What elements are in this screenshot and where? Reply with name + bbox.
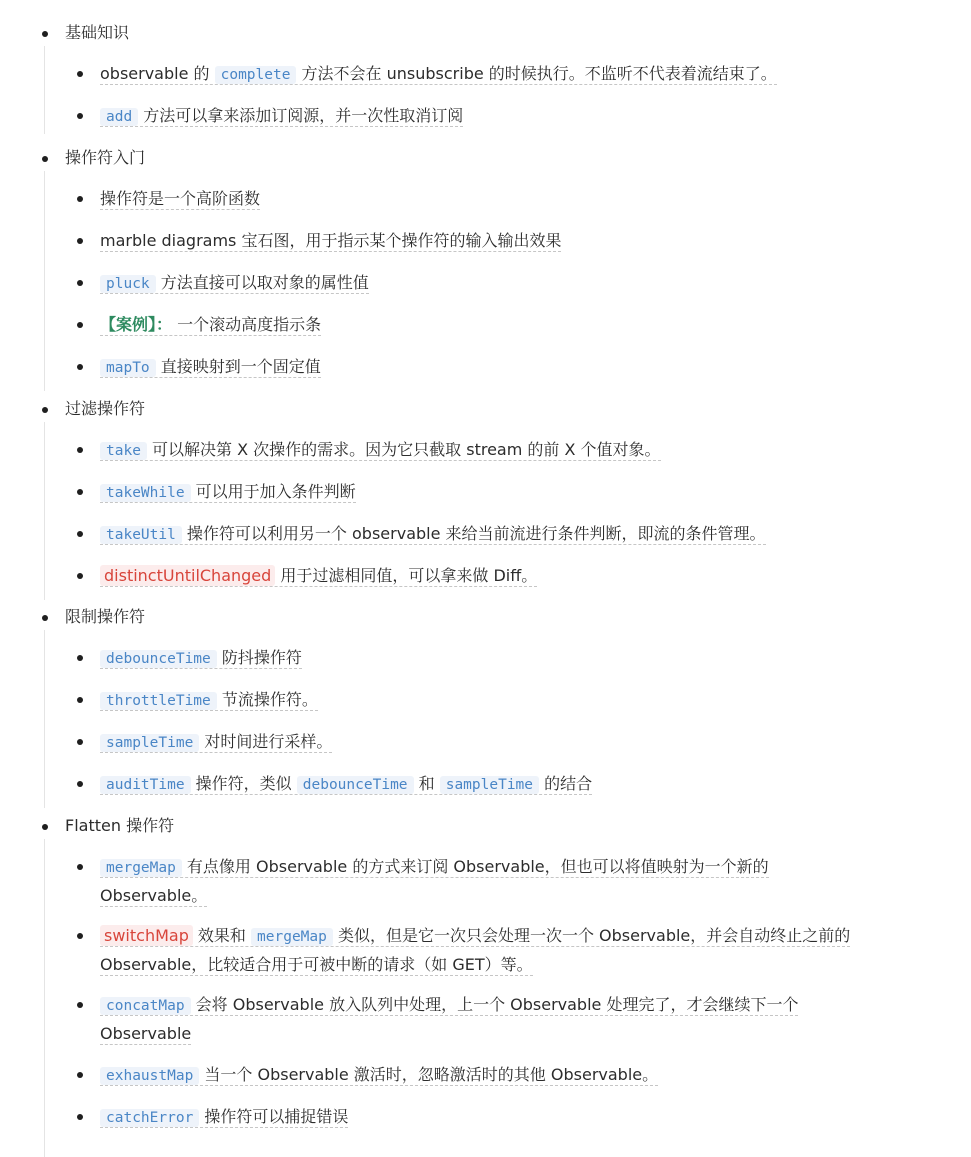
- inline-code: throttleTime: [100, 692, 217, 710]
- item-text[interactable]: [100, 311, 860, 339]
- item-text-segment: 会将 Observable 放入队列中处理，上一个 Observable 处理完了，才会继续下一个 Observable: [100, 995, 799, 1043]
- bullet-icon: [77, 781, 83, 787]
- item-text[interactable]: [100, 185, 860, 213]
- item-text[interactable]: [100, 853, 860, 910]
- item-underline: [100, 995, 798, 1045]
- bullet-icon: [77, 364, 83, 370]
- bullet-icon: [77, 739, 83, 745]
- item-text-segment: 的结合: [539, 774, 593, 793]
- bullet-icon: [77, 71, 83, 77]
- inline-code: takeWhile: [100, 484, 191, 502]
- case-label: 【案例】：: [100, 315, 173, 334]
- section-title[interactable]: 限制操作符: [65, 607, 146, 626]
- item-text-segment: 和: [413, 774, 440, 793]
- item-text-segment: 有点像用 Observable 的方式来订阅 Observable，但也可以将值映射为一个新的 Observable。: [100, 857, 769, 905]
- bullet-icon: [77, 280, 83, 286]
- item-underline: [100, 732, 332, 753]
- section-title[interactable]: 基础知识: [65, 23, 130, 42]
- inline-code: pluck: [100, 275, 156, 293]
- bullet-icon: [77, 697, 83, 703]
- item-underline: [100, 648, 302, 669]
- item-text[interactable]: [100, 922, 860, 979]
- item-text-segment: 直接映射到一个固定值: [155, 357, 321, 376]
- item-text[interactable]: [100, 520, 860, 549]
- item-text[interactable]: [100, 728, 860, 757]
- item-text[interactable]: [100, 1061, 860, 1090]
- bullet-icon: [77, 933, 83, 939]
- section-rail: [44, 839, 45, 1157]
- item-text-segment: 方法直接可以取对象的属性值: [155, 273, 369, 292]
- item-text-segment: 防抖操作符: [216, 648, 302, 667]
- bullet-icon: [77, 1002, 83, 1008]
- bullet-icon: [77, 655, 83, 661]
- highlight-term: distinctUntilChanged: [100, 565, 275, 586]
- item-text-segment: 可以解决第 X 次操作的需求。因为它只截取 stream 的前 X 个值对象。: [146, 440, 661, 459]
- item-text[interactable]: [100, 562, 860, 590]
- bullet-icon: [42, 615, 48, 621]
- item-text-segment: 一个滚动高度指示条: [172, 315, 322, 334]
- item-text-segment: 操作符是一个高阶函数: [100, 189, 261, 208]
- item-underline: [100, 189, 260, 210]
- bullet-icon: [77, 1114, 83, 1120]
- section-title[interactable]: Flatten 操作符: [65, 816, 175, 835]
- item-text[interactable]: [100, 1103, 860, 1132]
- bullet-icon: [77, 573, 83, 579]
- item-text[interactable]: [100, 60, 860, 89]
- item-underline: [100, 524, 766, 545]
- item-text[interactable]: [100, 478, 860, 507]
- inline-code: debounceTime: [297, 776, 414, 794]
- inline-code: takeUtil: [100, 526, 182, 544]
- item-text-segment: 当一个 Observable 激活时，忽略激活时的其他 Observable。: [199, 1065, 659, 1084]
- item-text[interactable]: [100, 644, 860, 673]
- bullet-icon: [77, 447, 83, 453]
- inline-code: add: [100, 108, 138, 126]
- item-text-segment: 操作符，类似: [190, 774, 297, 793]
- item-text-segment: marble diagrams 宝石图，用于指示某个操作符的输入输出效果: [100, 231, 562, 250]
- bullet-icon: [42, 31, 48, 37]
- item-text[interactable]: [100, 102, 860, 131]
- section-title[interactable]: 操作符入门: [65, 148, 146, 167]
- bullet-icon: [77, 322, 83, 328]
- item-underline: [100, 566, 537, 587]
- item-underline: [100, 482, 356, 503]
- item-text-segment: 操作符可以捕捉错误: [199, 1107, 349, 1126]
- item-text[interactable]: [100, 436, 860, 465]
- item-underline: [100, 690, 318, 711]
- highlight-term: switchMap: [100, 925, 193, 946]
- item-underline: [100, 315, 321, 336]
- bullet-icon: [77, 238, 83, 244]
- item-text-segment: 方法不会在 unsubscribe 的时候执行。不监听不代表着流结束了。: [296, 64, 777, 83]
- item-text-segment: 节流操作符。: [216, 690, 318, 709]
- section-rail: [44, 630, 45, 808]
- inline-code: sampleTime: [440, 776, 539, 794]
- inline-code: debounceTime: [100, 650, 217, 668]
- item-text-segment: 对时间进行采样。: [199, 732, 333, 751]
- item-underline: [100, 231, 561, 252]
- item-text[interactable]: [100, 770, 860, 799]
- bullet-icon: [77, 489, 83, 495]
- item-text[interactable]: [100, 686, 860, 715]
- item-text[interactable]: [100, 227, 860, 255]
- bullet-icon: [77, 196, 83, 202]
- inline-code: auditTime: [100, 776, 191, 794]
- item-text[interactable]: [100, 991, 860, 1048]
- bullet-icon: [42, 407, 48, 413]
- inline-code: concatMap: [100, 997, 191, 1015]
- section-rail: [44, 46, 45, 134]
- item-text-segment: 用于过滤相同值，可以拿来做 Diff。: [275, 566, 538, 585]
- inline-code: sampleTime: [100, 734, 199, 752]
- inline-code: take: [100, 442, 147, 460]
- item-text-segment: 方法可以拿来添加订阅源，并一次性取消订阅: [138, 106, 464, 125]
- bullet-icon: [42, 156, 48, 162]
- inline-code: catchError: [100, 1109, 199, 1127]
- section-rail: [44, 171, 45, 391]
- inline-code: mapTo: [100, 359, 156, 377]
- item-text-segment: 操作符可以利用另一个 observable 来给当前流进行条件判断，即流的条件管理。: [181, 524, 766, 543]
- item-text-segment: observable 的: [100, 64, 215, 83]
- item-underline: [100, 926, 850, 976]
- item-underline: [100, 106, 463, 127]
- bullet-icon: [42, 824, 48, 830]
- section-rail: [44, 422, 45, 600]
- bullet-icon: [77, 531, 83, 537]
- item-text[interactable]: [100, 269, 860, 298]
- item-underline: [100, 273, 369, 294]
- section-title[interactable]: 过滤操作符: [65, 399, 146, 418]
- bullet-icon: [77, 113, 83, 119]
- item-underline: [100, 357, 321, 378]
- item-text-segment: 类似，但是它一次只会处理一次一个 Observable，并会自动终止之前的 Observable，比较适合用于可被中断的请求（如 GET）等。: [100, 926, 851, 974]
- inline-code: exhaustMap: [100, 1067, 199, 1085]
- item-text-segment: 效果和: [192, 926, 252, 945]
- bullet-icon: [77, 1072, 83, 1078]
- inline-code: complete: [215, 66, 297, 84]
- item-underline: [100, 440, 661, 461]
- item-underline: [100, 1065, 658, 1086]
- item-underline: [100, 64, 777, 85]
- item-underline: [100, 774, 592, 795]
- bullet-icon: [77, 864, 83, 870]
- item-underline: [100, 1107, 348, 1128]
- inline-code: mergeMap: [100, 859, 182, 877]
- item-text-segment: 可以用于加入条件判断: [190, 482, 356, 501]
- item-text[interactable]: [100, 353, 860, 382]
- inline-code: mergeMap: [251, 928, 333, 946]
- item-underline: [100, 857, 769, 907]
